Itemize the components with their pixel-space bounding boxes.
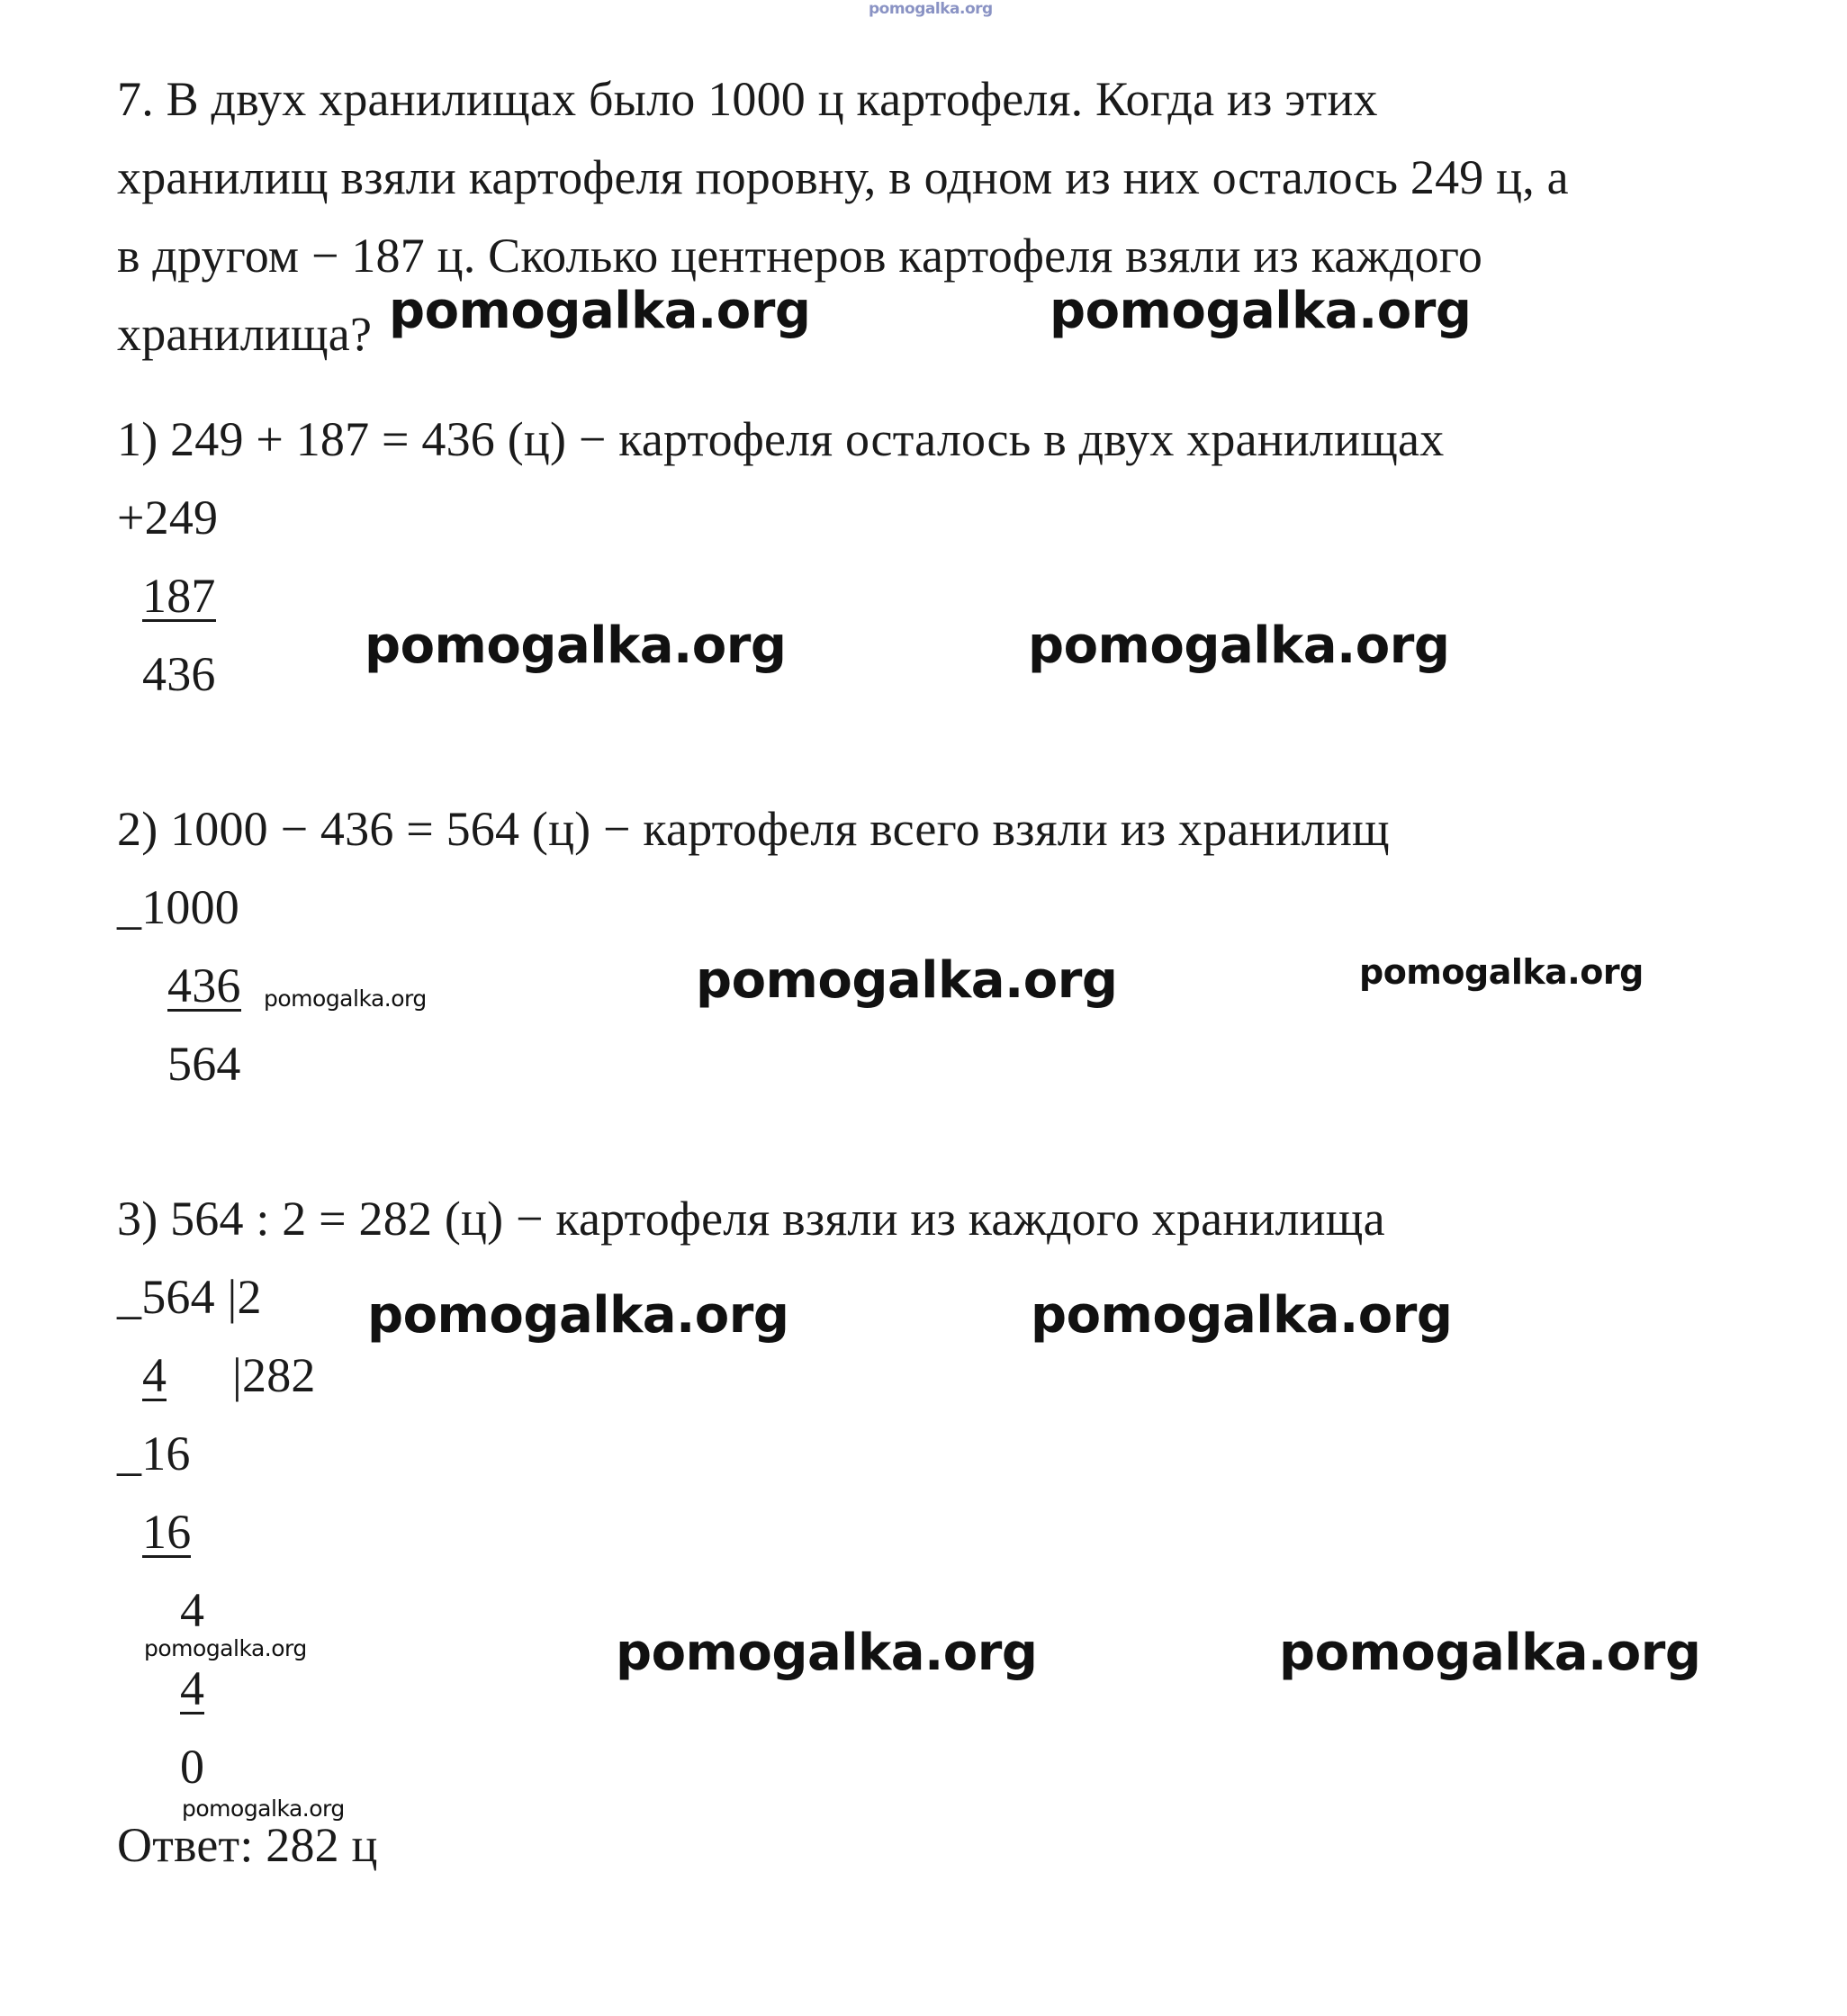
division-final: 0 [180,1740,205,1794]
division-sub3: 4 [180,1661,205,1715]
watermark: pomogalka.org [1050,282,1472,340]
step1-column-second: 187 [142,569,216,623]
division-quotient: |282 [232,1348,316,1402]
minus-sign: _ [117,880,142,934]
watermark: pomogalka.org [1279,1624,1701,1682]
remainder-1: 16 [141,1426,191,1480]
answer: Ответ: 282 ц [117,1818,378,1872]
watermark: pomogalka.org [389,282,811,340]
step1-column-result: 436 [142,647,216,701]
step2-column-top [117,880,239,934]
step2-minuend: 1000 [141,880,240,934]
watermark: pomogalka.org [1028,616,1450,675]
step1-text: 1) 249 + 187 = 436 (ц) − картофеля осталось в двух хранилищах [117,412,1445,466]
watermark: pomogalka.org [182,1796,345,1822]
watermark: pomogalka.org [616,1624,1038,1682]
division-dividend-row [117,1270,262,1324]
division-sub2: 16 [142,1505,192,1559]
minus-sign: _ [117,1426,142,1480]
watermark: pomogalka.org [1359,952,1644,992]
divisor: |2 [227,1270,262,1324]
watermark: pomogalka.org [696,951,1118,1010]
problem-line-3: в другом − 187 ц. Сколько центнеров картофеля взяли из каждого [117,229,1483,283]
problem-line-1: 7. В двух хранилищах было 1000 ц картофеля. Когда из этих [117,72,1378,126]
division-rem2: 4 [180,1583,205,1637]
watermark: pomogalka.org [365,616,787,675]
step2-text: 2) 1000 − 436 = 564 (ц) − картофеля всего взяли из хранилищ [117,802,1390,856]
watermark-top: pomogalka.org [869,0,993,18]
step1-column-top: +249 [117,490,219,544]
division-rem1-row [117,1426,191,1480]
watermark: pomogalka.org [144,1635,307,1661]
division-sub1: 4 [142,1348,167,1402]
problem-line-4: хранилища? [117,307,373,361]
watermark: pomogalka.org [264,986,427,1012]
watermark: pomogalka.org [367,1286,789,1345]
step2-column-result: 564 [167,1037,241,1091]
problem-line-2: хранилищ взяли картофеля поровну, в одном из них осталось 249 ц, а [117,150,1569,204]
step2-column-second: 436 [167,958,241,1012]
minus-sign: _ [117,1270,142,1324]
step3-text: 3) 564 : 2 = 282 (ц) − картофеля взяли из каждого хранилища [117,1192,1385,1246]
watermark: pomogalka.org [1031,1286,1453,1345]
dividend: 564 [141,1270,215,1324]
